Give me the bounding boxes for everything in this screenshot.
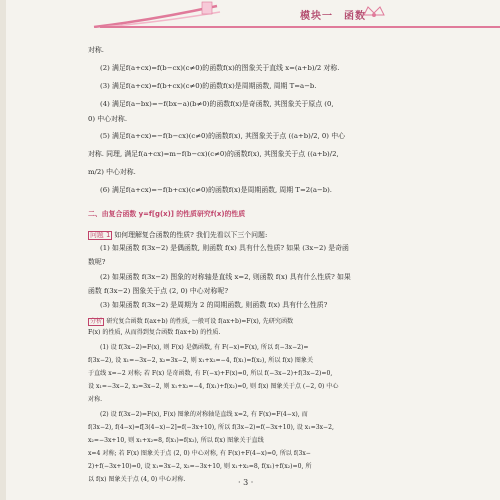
text-line — [88, 330, 220, 336]
line-text: (2) 满足f(a+cx)=f(b−cx)(c≠0)的函数f(x)的图象关于直线 x=(a+b)/2 对称. — [100, 64, 340, 72]
line-text: (3) 如果函数 f(3x−2) 是周期为 2 的周期函数, 则函数 f(x) 具有什么性质? — [100, 301, 328, 309]
flower-icon — [362, 3, 386, 23]
text-line — [88, 477, 185, 483]
line-text: 二、由复合函数 y=f[g(x)] 的性质研究f(x)的性质 — [88, 210, 246, 218]
line-text: (2) 如果函数 f(3x−2) 图象的对称轴是直线 x=2, 则函数 f(x) 具有什么性质? 如果 — [100, 273, 351, 281]
line-text: 于直线 x=−2 对称; 若 F(x) 是奇函数, 有 F(−x)+F(x)=0, 所以 f(−3x−2)+f(3x−2)=0, — [88, 370, 333, 377]
page-number: · 3 · — [238, 478, 254, 487]
line-text: 对称. 同理, 满足f(a+cx)=m−f(b−cx)(c≠0)的函数f(x), 其图象关于点 ((a+b)/2, — [88, 150, 339, 158]
text-line — [88, 288, 228, 295]
line-text: 2)+f(−3x+10)=0, 设 x₁=3x−2, x₂=−3x+10, 则 x₁+x₂=8, f(x₁)+f(x₂)=0, 所 — [88, 463, 312, 470]
line-text: (4) 满足f(a−bx)=−f(bx−a)(b≠0)的函数f(x)是奇函数, 其图象关于原点 (0, — [100, 100, 334, 108]
text-line — [100, 83, 316, 90]
text-line — [88, 116, 127, 123]
page-header — [0, 0, 500, 34]
line-text: 研究复合函数 f(ax+b) 的性质, 一般可设 f(ax+b)=F(x), 先研究函数 — [106, 318, 294, 325]
text-line — [88, 151, 339, 158]
line-text: x₂=−3x+10, 则 x₁+x₂=8, f(x₁)=f(x₂), 所以 f(x) 图象关于直线 — [88, 437, 264, 444]
text-line — [100, 274, 351, 281]
text-line — [100, 245, 349, 252]
line-text: 数呢? — [88, 258, 106, 266]
line-text: 函数 f(3x−2) 图象关于点 (2, 0) 中心对称呢? — [88, 287, 229, 295]
text-line — [88, 438, 264, 444]
line-text: f(3x−2), f(4−x)=f[3(4−x)−2]=f(−3x+10), 所以 f(3x−2)=f(−3x+10), 设 x₁=3x−2, — [88, 424, 334, 431]
line-text: (1) 设 f(3x−2)=F(x), 则 F(x) 是偶函数, 有 F(−x)=F(x), 所以 f(−3x−2)= — [100, 344, 309, 351]
text-line — [88, 47, 104, 54]
line-text: (3) 满足f(a+cx)=f(b+cx)(c≠0)的函数f(x)是周期函数, 周期 T=a−b. — [100, 82, 317, 90]
text-line — [88, 318, 293, 326]
line-text: 如何理解复合函数的性质? 我们先看以下三个问题: — [114, 231, 268, 239]
text-line — [100, 101, 334, 108]
boxed-label: 分析 — [90, 318, 103, 325]
text-line — [100, 65, 339, 72]
line-text: 以 f(x) 图象关于点 (4, 0) 中心对称. — [88, 476, 186, 483]
text-line — [88, 169, 136, 176]
page-spine — [0, 0, 6, 500]
text-line — [88, 259, 105, 266]
section-heading — [88, 211, 245, 218]
line-text: 对称. — [88, 46, 104, 54]
text-line — [88, 231, 267, 240]
text-line — [100, 187, 332, 194]
line-text: F(x) 的性质, 从而得到复合函数 f(ax+b) 的性质. — [88, 329, 221, 336]
text-line — [100, 302, 327, 309]
header-swoosh-decoration — [92, 0, 222, 28]
text-line — [88, 384, 338, 390]
header-rule — [100, 26, 500, 28]
text-line — [88, 464, 311, 470]
boxed-label: 问题 1 — [90, 231, 111, 239]
line-text: f(3x−2), 设 x₁=−3x−2, x₂=3x−2, 则 x₁+x₂=−4, f(x₁)=f(x₂), 所以 f(x) 图象关 — [88, 357, 314, 364]
line-text: (2) 设 f(3x−2)=F(x), F(x) 图象的对称轴是直线 x=2, 有 F(x)=F(4−x), 而 — [100, 411, 308, 418]
text-line — [100, 412, 308, 418]
text-line — [88, 358, 313, 364]
line-text: 0) 中心对称. — [88, 115, 128, 123]
text-line — [100, 345, 309, 351]
line-text: m/2) 中心对称. — [88, 168, 136, 176]
line-text: (5) 满足f(a+cx)=−f(b−cx)(c≠0)的函数f(x), 其图象关于点 ((a+b)/2, 0) 中心 — [100, 132, 345, 140]
header-title: 模块一 函数 — [300, 11, 366, 22]
text-line — [88, 425, 334, 431]
text-line — [100, 133, 345, 140]
line-text: (1) 如果函数 f(3x−2) 是偶函数, 则函数 f(x) 具有什么性质? 如果 (3x−2) 是奇函 — [100, 244, 349, 252]
line-text: (6) 满足f(a+cx)=−f(b+cx)(c≠0)的函数f(x)是周期函数, 周期 T=2(a−b). — [100, 186, 332, 194]
text-line — [88, 451, 311, 457]
text-line — [88, 397, 102, 403]
line-text: x=4 对称; 若 F(x) 图象关于点 (2, 0) 中心对称, 有 F(x)+F(4−x)=0, 所以 f(3x− — [88, 450, 311, 457]
text-line — [88, 371, 332, 377]
line-text: 对称. — [88, 396, 103, 403]
line-text: 设 x₁=−3x−2, x₂=3x−2, 则 x₁+x₂=−4, f(x₁)+f(x₂)=0, 则 f(x) 图象关于点 (−2, 0) 中心 — [88, 383, 339, 390]
